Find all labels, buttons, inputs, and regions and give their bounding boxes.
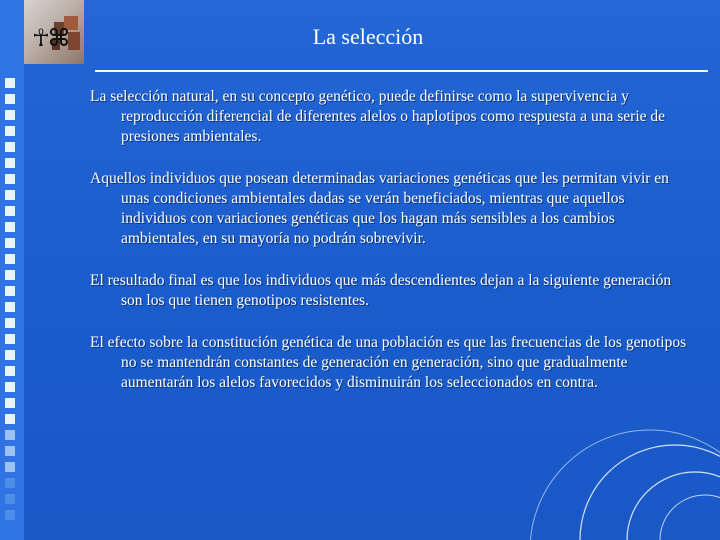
slide-body [90, 87, 690, 415]
square-mark [5, 350, 15, 360]
decorative-circles [460, 390, 720, 540]
square-mark [5, 414, 15, 424]
square-mark [5, 78, 15, 88]
square-mark [5, 158, 15, 168]
square-mark [5, 334, 15, 344]
square-mark [5, 142, 15, 152]
square-mark [5, 510, 15, 520]
square-mark [5, 94, 15, 104]
square-mark [5, 270, 15, 280]
square-mark [5, 286, 15, 296]
title-divider [95, 70, 708, 72]
square-mark [5, 206, 15, 216]
square-mark [5, 126, 15, 136]
paragraph: La selección natural, en su concepto genético, puede definirse como la supervivencia y reproducción diferencial de diferentes alelos o haplotipos como respuesta a una serie de presiones ambientales. [90, 88, 666, 145]
square-mark [5, 110, 15, 120]
square-mark [5, 366, 15, 376]
square-mark [5, 430, 15, 440]
square-mark [5, 446, 15, 456]
paragraph: El efecto sobre la constitución genética de una población es que las frecuencias de los genotipos no se mantendrán constantes de generación en generación, sino que gradualmente aumentarán los alelos favorecidos y disminuirán los seleccionados en contra. [90, 334, 687, 391]
square-mark [5, 190, 15, 200]
paragraph: El resultado final es que los individuos que más descendientes dejan a la siguiente generación son los que tienen genotipos resistentes. [90, 272, 672, 309]
square-mark [5, 302, 15, 312]
square-mark [5, 382, 15, 392]
square-mark [5, 462, 15, 472]
square-bullet-column [5, 78, 15, 520]
logo-glyph-icon: ☥⌘ [32, 24, 69, 52]
square-mark [5, 494, 15, 504]
square-mark [5, 174, 15, 184]
left-decorative-strip [0, 0, 24, 540]
square-mark [5, 238, 15, 248]
logo-image [24, 0, 84, 64]
square-mark [5, 398, 15, 408]
square-mark [5, 318, 15, 328]
square-mark [5, 254, 15, 264]
square-mark [5, 222, 15, 232]
slide-title: La selección [312, 24, 424, 49]
square-mark [5, 478, 15, 488]
paragraph: Aquellos individuos que posean determinadas variaciones genéticas que les permitan vivir en unas condiciones ambientales dadas se verán beneficiados, mientras que aquellos individuos con variaciones genéticas que los hagan más sensibles a los cambios ambientales, en su mayoría no podrán sobrevivir. [90, 170, 669, 247]
